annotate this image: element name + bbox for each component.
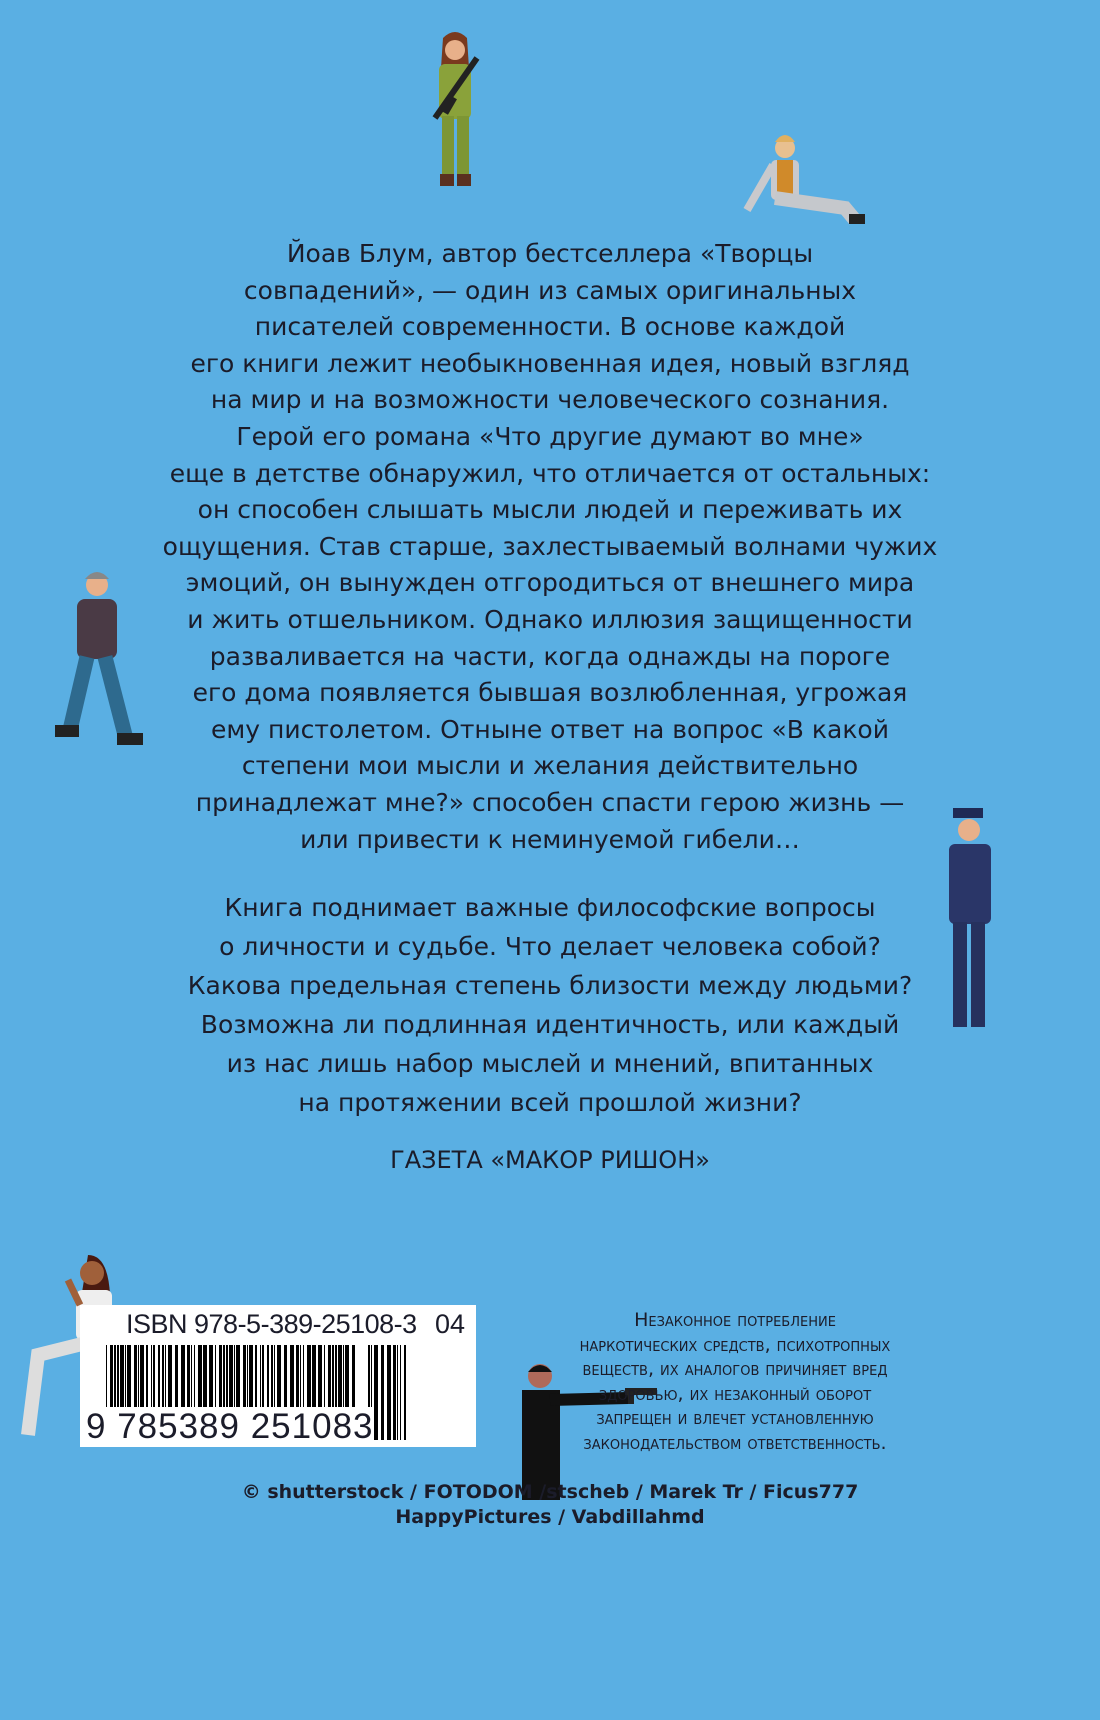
barcode-bar [381, 1345, 384, 1440]
health-warning [535, 1308, 935, 1455]
barcode-addon: 04 [435, 1309, 466, 1339]
warning-line: законодательством ответственность. [583, 1431, 887, 1454]
isbn-number: ISBN 978-5-389-25108-3 [126, 1309, 417, 1339]
text-line: Возможна ли подлинная идентичность, или каждый [200, 1010, 900, 1039]
text-line: принадлежат мне?» способен спасти герою жизнь — [195, 787, 905, 817]
sitting-man-illustration [725, 130, 875, 240]
ean-digits: 9 785389 251083 [86, 1407, 374, 1446]
text-line: ощущения. Став старше, захлестываемый волнами чужих [162, 531, 938, 561]
text-line: его книги лежит необыкновенная идея, новый взгляд [190, 348, 910, 378]
text-line: еще в детстве обнаружил, что отличается от остальных: [169, 458, 931, 488]
soldier-woman-illustration [415, 28, 495, 208]
barcode-bar [397, 1345, 398, 1440]
isbn-barcode [80, 1305, 476, 1447]
barcode-bar [393, 1345, 396, 1440]
barcode-bar [404, 1345, 406, 1440]
text-line: и жить отшельником. Однако иллюзия защищенности [187, 604, 913, 634]
text-line: о личности и судьбе. Что делает человека собой? [219, 932, 881, 961]
credit-line: © shutterstock / FOTODOM /stscheb / Marek Tr / Ficus777 [241, 1481, 859, 1503]
review-source: ГАЗЕТА «МАКОР РИШОН» [390, 1146, 710, 1174]
text-line: или привести к неминуемой гибели… [300, 824, 800, 854]
warning-line: запрещен и влечет установленную [596, 1407, 874, 1429]
text-line: его дома появляется бывшая возлюбленная, угрожая [192, 678, 908, 708]
text-line: писателей современности. В основе каждой [254, 312, 846, 342]
walking-man-illustration [45, 565, 155, 765]
description-paragraph [0, 236, 1100, 858]
warning-line: Незаконное потребление [634, 1309, 836, 1331]
text-line: Йоав Блум, автор бестселлера «Творцы [286, 239, 814, 268]
warning-line: наркотических средств, психотропных [579, 1333, 891, 1356]
barcode-bar [387, 1345, 391, 1440]
warning-line: здоровью, их незаконный оборот [598, 1382, 872, 1405]
warning-line: веществ, их аналогов причиняет вред [582, 1358, 888, 1380]
barcode-bar [400, 1345, 401, 1440]
text-line: Книга поднимает важные философские вопросы [224, 893, 876, 922]
text-line: на мир и на возможности человеческого сознания. [210, 385, 890, 415]
text-line: ему пистолетом. Отныне ответ на вопрос «В какой [211, 714, 889, 744]
text-line: Какова предельная степень близости между людьми? [187, 971, 913, 1000]
police-officer-illustration [935, 800, 1005, 1035]
text-line: Герой его романа «Что другие думают во мне» [236, 421, 864, 451]
text-line: степени мои мысли и желания действительно [241, 751, 859, 781]
text-line: он способен слышать мысли людей и переживать их [197, 495, 903, 525]
text-line: разваливается на части, когда однажды на пороге [209, 641, 891, 671]
barcode-bar [374, 1345, 378, 1440]
text-line: совпадений», — один из самых оригинальных [243, 275, 857, 305]
text-line: эмоций, он вынужден отгородиться от внешнего мира [185, 568, 915, 598]
text-line: на протяжении всей прошлой жизни? [298, 1088, 802, 1117]
credit-line: HappyPictures / Vabdillahmd [395, 1506, 705, 1528]
image-credits [0, 1480, 1100, 1530]
text-line: из нас лишь набор мыслей и мнений, впитанных [226, 1049, 874, 1078]
